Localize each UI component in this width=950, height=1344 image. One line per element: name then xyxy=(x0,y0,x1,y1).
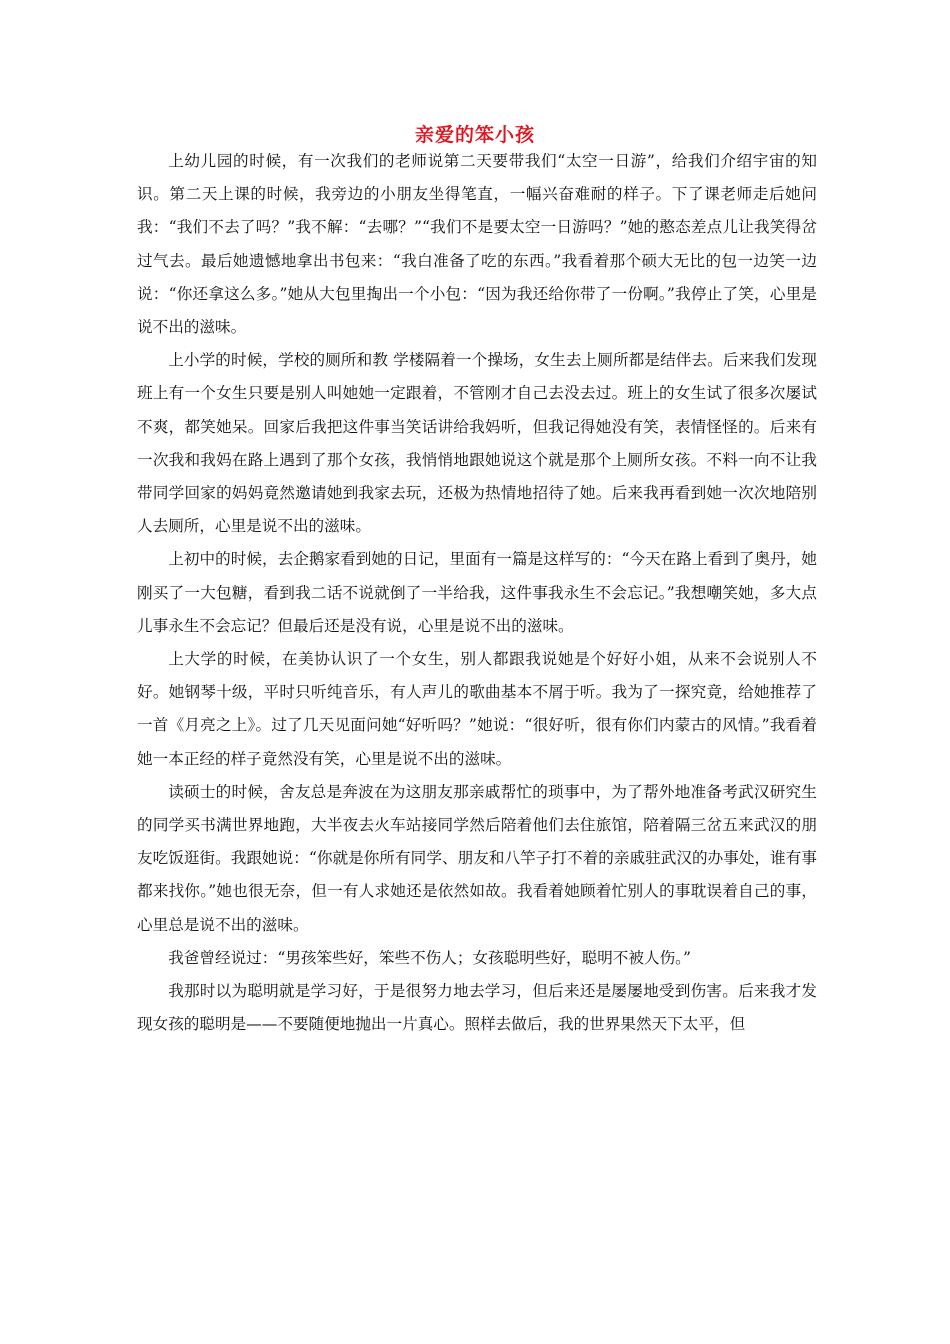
paragraph-university: 上大学的时候，在美协认识了一个女生，别人都跟我说她是个好好小姐，从来不会说别人不好。她钢琴十级，平时只听纯音乐，有人声儿的歌曲基本不屑于听。我为了一探究竟，给她推荐了一首《月亮之上》。过了几天见面问她“好听吗？”她说：“很好听，很有你们内蒙古的风情。”我看着她一本正经的样子竟然没有笑，心里是说不出的滋味。 xyxy=(137,650,817,768)
paragraph-masters: 读硕士的时候，舍友总是奔波在为这朋友那亲戚帮忙的琐事中，为了帮外地准备考武汉研究生的同学买书满世界地跑，大半夜去火车站接同学然后陪着他们去住旅馆，陪着隔三岔五来武汉的朋友吃饭逛街。我跟她说：“你就是你所有同学、朋友和八竿子打不着的亲戚驻武汉的办事处，谁有事都来找你。”她也很无奈，但一有人求她还是依然如故。我看着她顾着忙别人的事耽误着自己的事，心里总是说不出的滋味。 xyxy=(137,782,817,934)
paragraph-kindergarten: 上幼儿园的时候，有一次我们的老师说第二天要带我们“太空一日游”，给我们介绍宇宙的知识。第二天上课的时候，我旁边的小朋友坐得笔直，一幅兴奋难耐的样子。下了课老师走后她问我：“我们不去了吗？”我不解：“去哪？”“我们不是要太空一日游吗？”她的憨态差点儿让我笑得岔过气去。最后她遗憾地拿出书包来：“我白准备了吃的东西。”我看着那个硕大无比的包一边笑一边说：“你还拿这么多。”她从大包里掏出一个小包：“因为我还给你带了一份啊。”我停止了笑，心里是说不出的滋味。 xyxy=(137,152,817,337)
paragraph-primary-school: 上小学的时候，学校的厕所和教 学楼隔着一个操场，女生去上厕所都是结伴去。后来我们发现班上有一个女生只要是别人叫她她一定跟着，不管刚才自己去没去过。班上的女生试了很多次屡试不爽，都笑她呆。回家后我把这件事当笑话讲给我妈听，但我记得她没有笑，表情怪怪的。后来有一次我和我妈在路上遇到了那个女孩，我悄悄地跟她说这个就是那个上厕所女孩。不料一向不让我带同学回家的妈妈竟然邀请她到我家去玩，还极为热情地招待了她。后来我再看到她一次次地陪别人去厕所，心里是说不出的滋味。 xyxy=(137,351,817,536)
document-body xyxy=(137,145,817,1041)
paragraph-reflection: 我那时以为聪明就是学习好，于是很努力地去学习，但后来还是屡屡地受到伤害。后来我才发现女孩的聪明是——不要随便地抛出一片真心。照样去做后，我的世界果然天下太平，但 xyxy=(137,982,817,1034)
paragraph-middle-school: 上初中的时候，去企鹅家看到她的日记，里面有一篇是这样写的：“今天在路上看到了奥丹，她刚买了一大包糖，看到我二话不说就倒了一半给我，这件事我永生不会忘记。”我想嘲笑她，多大点儿事永生不会忘记？但最后还是没有说，心里是说不出的滋味。 xyxy=(137,550,817,635)
document-title: 亲爱的笨小孩 xyxy=(414,124,535,146)
paragraph-father-quote: 我爸曾经说过：“男孩笨些好，笨些不伤人；女孩聪明些好，聪明不被人伤。” xyxy=(168,948,691,967)
